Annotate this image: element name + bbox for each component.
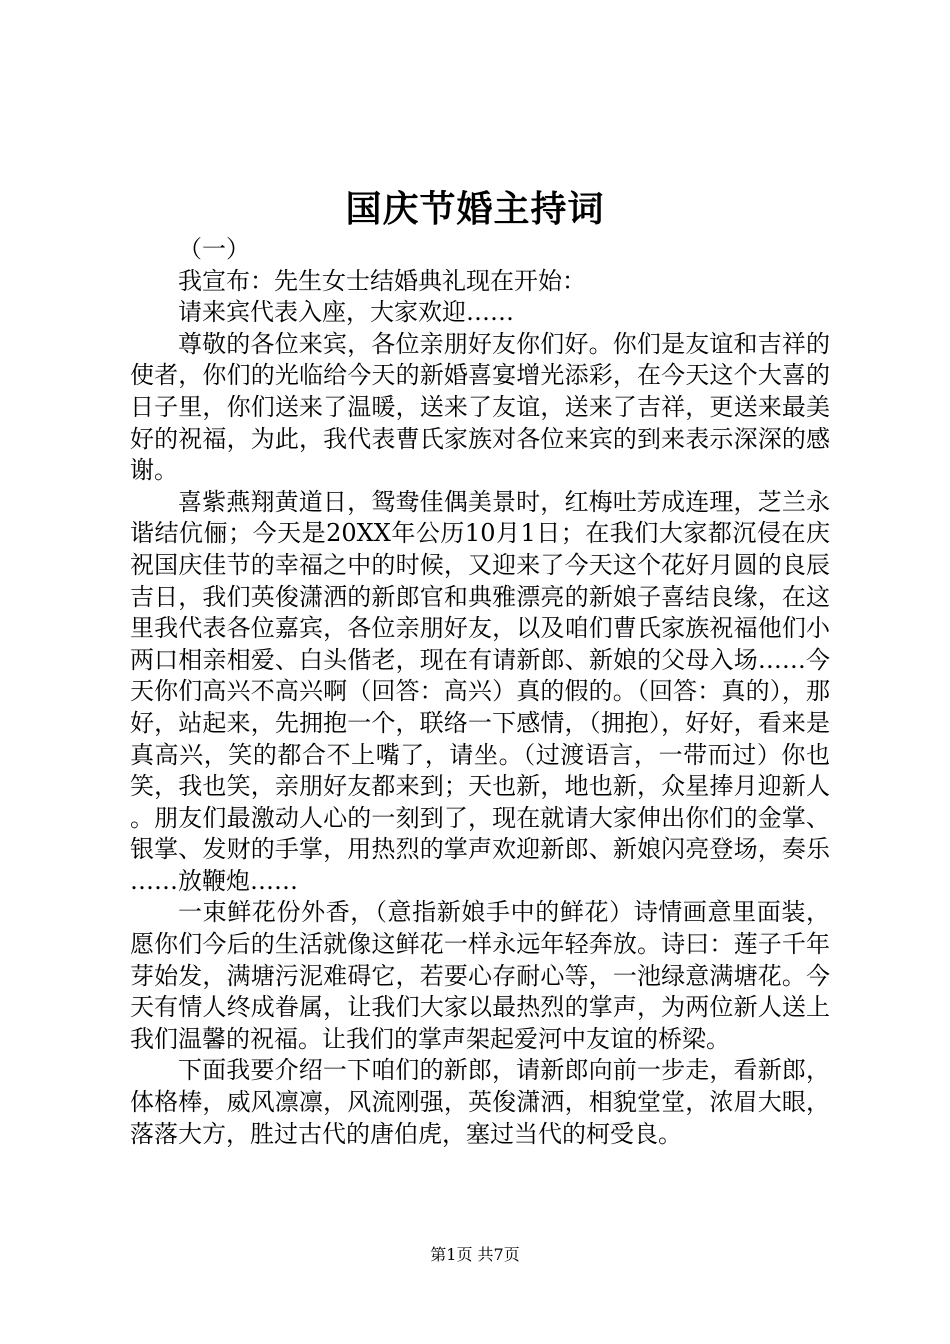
paragraph-ceremony-opening: 喜紫燕翔黄道日，鸳鸯佳偶美景时，红梅吐芳成连理，芝兰永谐结伉俪；今天是20XX年公历10月1日；在我们大家都沉侵在庆祝国庆佳节的幸福之中的时候，又迎来了今天这个花好月圆的良辰吉日，我们英俊潇洒的新郎官和典雅漂亮的新娘子喜结良缘，在这里我代表各位嘉宾，各位亲朋好友，以及咱们曹氏家族祝福他们小两口相亲相爱、白头偕老，现在有请新郎、新娘的父母入场……今天你们高兴不高兴啊（回答：高兴）真的假的。（回答：真的），那好，站起来，先拥抱一个，联络一下感情，（拥抱），好好，看来是真高兴，笑的都合不上嘴了，请坐。（过渡语言，一带而过）你也笑，我也笑，亲朋好友都来到；天也新，地也新，众星捧月迎新人。朋友们最激动人心的一刻到了，现在就请大家伸出你们的金掌、银掌、发财的手掌，用热烈的掌声欢迎新郎、新娘闪亮登场，奏乐……放鞭炮…… — [130, 487, 830, 895]
document-body — [130, 234, 830, 1150]
paragraph-announcement: 我宣布：先生女士结婚典礼现在开始： — [178, 266, 586, 295]
page-title: 国庆节婚主持词 — [345, 188, 605, 230]
paragraph-flowers-poem: 一束鲜花份外香，（意指新娘手中的鲜花）诗情画意里面装，愿你们今后的生活就像这鲜花一样永远年轻奔放。诗曰：莲子千年芽始发，满塘污泥难碍它，若要心存耐心等，一池绿意满塘花。今天有情人终成眷属，让我们大家以最热烈的掌声，为两位新人送上我们温馨的祝福。让我们的掌声架起爱河中友谊的桥梁。 — [130, 898, 830, 1053]
paragraph-welcome-guests: 请来宾代表入座，大家欢迎…… — [178, 298, 514, 327]
paragraph-greeting: 尊敬的各位来宾，各位亲朋好友你们好。你们是友谊和吉祥的使者，你们的光临给今天的新婚喜宴增光添彩，在今天这个大喜的日子里，你们送来了温暖，送来了友谊，送来了吉祥，更送来最美好的祝福，为此，我代表曹氏家族对各位来宾的到来表示深深的感谢。 — [130, 329, 830, 485]
page-number-footer: 第1页 共7页 — [430, 1245, 520, 1264]
paragraph-groom-intro: 下面我要介绍一下咱们的新郎，请新郎向前一步走，看新郎，体格棒，威风凛凛，风流刚强，英俊潇洒，相貌堂堂，浓眉大眼，落落大方，胜过古代的唐伯虎，塞过当代的柯受良。 — [130, 1056, 830, 1148]
paragraph-section-marker: （一） — [178, 235, 250, 263]
